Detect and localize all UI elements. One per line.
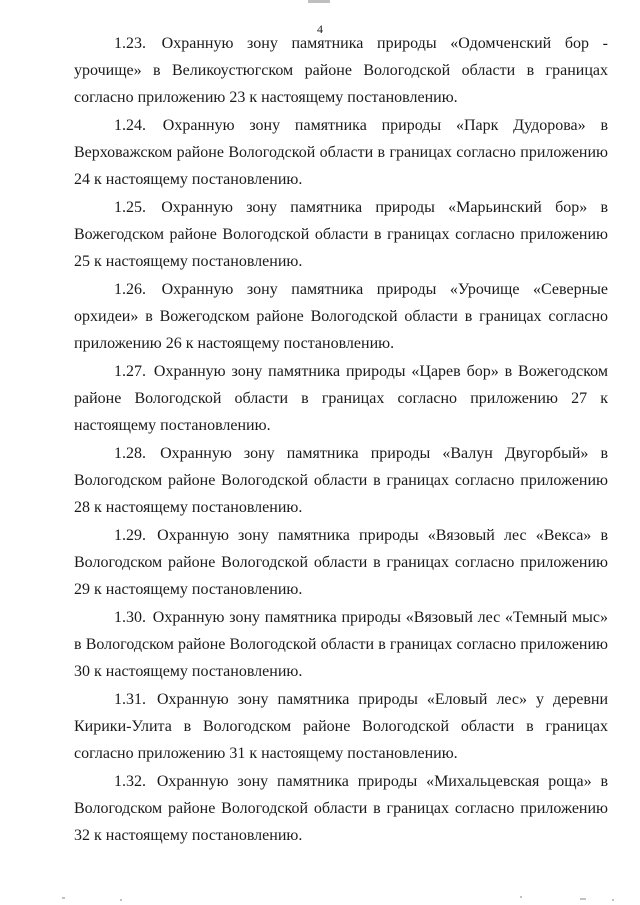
paragraph (74, 604, 608, 685)
clause-number: 1.24. (114, 117, 146, 134)
clause-text: Охранную зону памятника природы «Валун Двугорбый» в Вологодском районе Вологодской области в границах согласно приложению 28 к настоящему постановлению. (74, 445, 609, 516)
paragraph (74, 194, 608, 275)
scan-artifact-dot (62, 897, 65, 899)
paragraph (74, 276, 608, 357)
clause-number: 1.25. (114, 199, 146, 216)
scan-artifact-dot (580, 898, 586, 900)
clause-number: 1.29. (114, 527, 146, 544)
clause-text: Охранную зону памятника природы «Еловый лес» у деревни Кирики-Улита в Вологодском районе Вологодской области в границах согласно приложению 31 к настоящему постановлению. (74, 691, 609, 762)
clause-number: 1.26. (114, 281, 146, 298)
clause-number: 1.28. (114, 445, 146, 462)
clause-text: Охранную зону памятника природы «Михальцевская роща» в Вологодском районе Вологодской области в границах согласно приложению 32 к настоящему постановлению. (74, 773, 609, 844)
scan-artifact-dot (612, 899, 614, 901)
document-body (74, 30, 608, 850)
scan-artifact-top (308, 0, 330, 3)
clause-text: Охранную зону памятника природы «Парк Дудорова» в Верховажском районе Вологодской области в границах согласно приложению 24 к настоящему постановлению. (74, 117, 609, 188)
clause-text: Охранную зону памятника природы «Урочище «Северные орхидеи» в Вожегодском районе Вологодской области в границах согласно приложению 26 к настоящему постановлению. (74, 281, 608, 352)
clause-text: Охранную зону памятника природы «Царев бор» в Вожегодском районе Вологодской области в границах согласно приложению 27 к настоящему постановлению. (74, 363, 608, 434)
paragraph (74, 522, 608, 603)
clause-number: 1.31. (114, 691, 146, 708)
clause-text: Охранную зону памятника природы «Марьинский бор» в Вожегодском районе Вологодской области в границах согласно приложению 25 к настоящему постановлению. (74, 199, 609, 270)
scan-artifact-dot (520, 896, 522, 898)
clause-number: 1.27. (114, 363, 146, 380)
paragraph (74, 440, 608, 521)
paragraph (74, 768, 608, 849)
clause-text: Охранную зону памятника природы «Одомченский бор - урочище» в Великоустюгском районе Вологодской области в границах согласно приложению 23 к настоящему постановлению. (74, 35, 609, 106)
clause-number: 1.32. (114, 773, 146, 790)
paragraph (74, 358, 608, 439)
paragraph (74, 112, 608, 193)
page-number: 4 (317, 22, 323, 36)
clause-text: Охранную зону памятника природы «Вязовый лес «Векса» в Вологодском районе Вологодской области в границах согласно приложению 29 к настоящему постановлению. (74, 527, 608, 598)
scan-artifact-dot (120, 899, 122, 901)
clause-text: Охранную зону памятника природы «Вязовый лес «Темный мыс» в Вологодском районе Вологодской области в границах согласно приложению 30 к настоящему постановлению. (74, 609, 608, 680)
clause-number: 1.30. (114, 609, 146, 626)
clause-number: 1.23. (114, 35, 146, 52)
paragraph (74, 686, 608, 767)
paragraph (74, 30, 608, 111)
